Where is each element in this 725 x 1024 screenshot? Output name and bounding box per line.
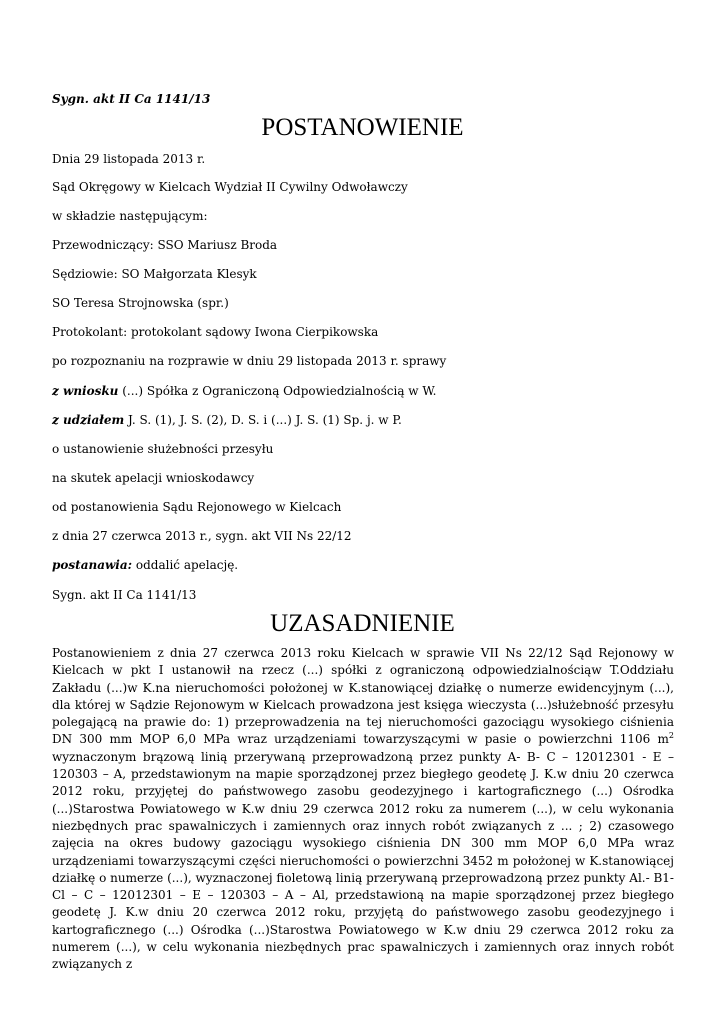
justification-title: UZASADNIENIE (270, 610, 455, 637)
case-number-footer: Sygn. akt II Ca 1141/13 (52, 588, 197, 602)
document-title: POSTANOWIENIE (261, 114, 464, 141)
motion-text: (...) Spółka z Ograniczoną Odpowiedzialnością w W. (118, 384, 437, 398)
ruling-text: oddalić apelację. (132, 558, 239, 572)
subject-line: o ustanowienie służebności przesyłu (52, 442, 274, 456)
motion-line (52, 384, 436, 398)
judge2-line: SO Teresa Strojnowska (spr.) (52, 296, 229, 310)
from-line: od postanowienia Sądu Rejonowego w Kielcach (52, 500, 342, 514)
clerk-line: Protokolant: protokolant sądowy Iwona Cierpikowska (52, 325, 379, 339)
appeal-line: na skutek apelacji wnioskodawcy (52, 471, 255, 485)
chair-line: Przewodniczący: SSO Mariusz Broda (52, 238, 278, 252)
judges-line: Sędziowie: SO Małgorzata Klesyk (52, 267, 257, 281)
superscript-2: 2 (668, 731, 674, 741)
paragraph-start: Postanowieniem z dnia 27 czerwca 2013 roku Kielcach w sprawie VII Ns 22/12 Sąd Rejonowy w Kielcach w pkt I ustanowił na rzecz (...) spółki z ograniczoną odpowiedzialnościąw T.Oddziału Zakładu (...)w K.na nieruchomości położonej w K.stanowiącej działkę o numerze ewidencyjnym (...), dla której w Sądzie Rejonowym w Kielcach prowadzona jest księga wieczysta (...)służebność przesyłu polegającą na prawie do: 1) przeprowadzenia na tej nieruchomości gazociągu wysokiego ciśnienia DN 300 mm MOP 6,0 MPa wraz urządzeniami towarzyszącymi w pasie o powierzchni 1106 m (52, 646, 674, 747)
participation-label: z udziałem (52, 413, 125, 427)
participation-text: J. S. (1), J. S. (2), D. S. i (...) J. S. (1) Sp. j. w P. (124, 413, 402, 427)
composition-line: w składzie następującym: (52, 209, 208, 223)
date-line: Dnia 29 listopada 2013 r. (52, 152, 206, 166)
ruling-label: postanawia: (52, 558, 133, 572)
court-line: Sąd Okręgowy w Kielcach Wydział II Cywilny Odwoławczy (52, 180, 408, 194)
hearing-line: po rozpoznaniu na rozprawie w dniu 29 listopada 2013 r. sprawy (52, 354, 447, 368)
paragraph-rest: wyznaczonym brązową linią przerywaną przeprowadzoną przez punkty A- B- C – 12012301 - E – 120303 – A, przedstawionym na mapie sporządzonej przez biegłego geodetę J. K.w dniu 20 czerwca 2012 roku, przyjętej do państwowego zasobu geodezyjnego i kartograficznego (...) Ośrodka (...)Starostwa Powiatowego w K.w dniu 29 czerwca 2012 roku za numerem (...), w celu wykonania niezbędnych prac spawalniczych i zamiennych oraz innych robót związanych z ... ; 2) czasowego zajęcia na okres budowy gazociągu wysokiego ciśnienia DN 300 mm MOP 6,0 MPa wraz urządzeniami towarzyszącymi części nieruchomości o powierzchni 3452 m położonej w K.stanowiącej działkę o numerze (...), wyznaczonej fioletową linią przerywaną przeprowadzoną przez punkty Al.- B1-Cl – C – 12012301 – E – 120303 – A – Al, przedstawioną na mapie sporządzonej przez biegłego geodetę J. K.w dniu 20 czerwca 2012 roku, przyjętą do państwowego zasobu geodezyjnego i kartograficznego (...) Ośrodka (...)Starostwa Powiatowego w K.w dniu 29 czerwca 2012 roku za numerem (...), w celu wykonania niezbędnych prac spawalniczych i zamiennych oraz innych robót związanych z (52, 749, 674, 972)
case-number-header: Sygn. akt II Ca 1141/13 (52, 92, 211, 106)
participation-line (52, 413, 402, 427)
motion-label: z wniosku (52, 384, 119, 398)
ruling-line (52, 558, 238, 572)
of-date-line: z dnia 27 czerwca 2013 r., sygn. akt VII Ns 22/12 (52, 529, 352, 543)
justification-paragraph (52, 645, 674, 974)
